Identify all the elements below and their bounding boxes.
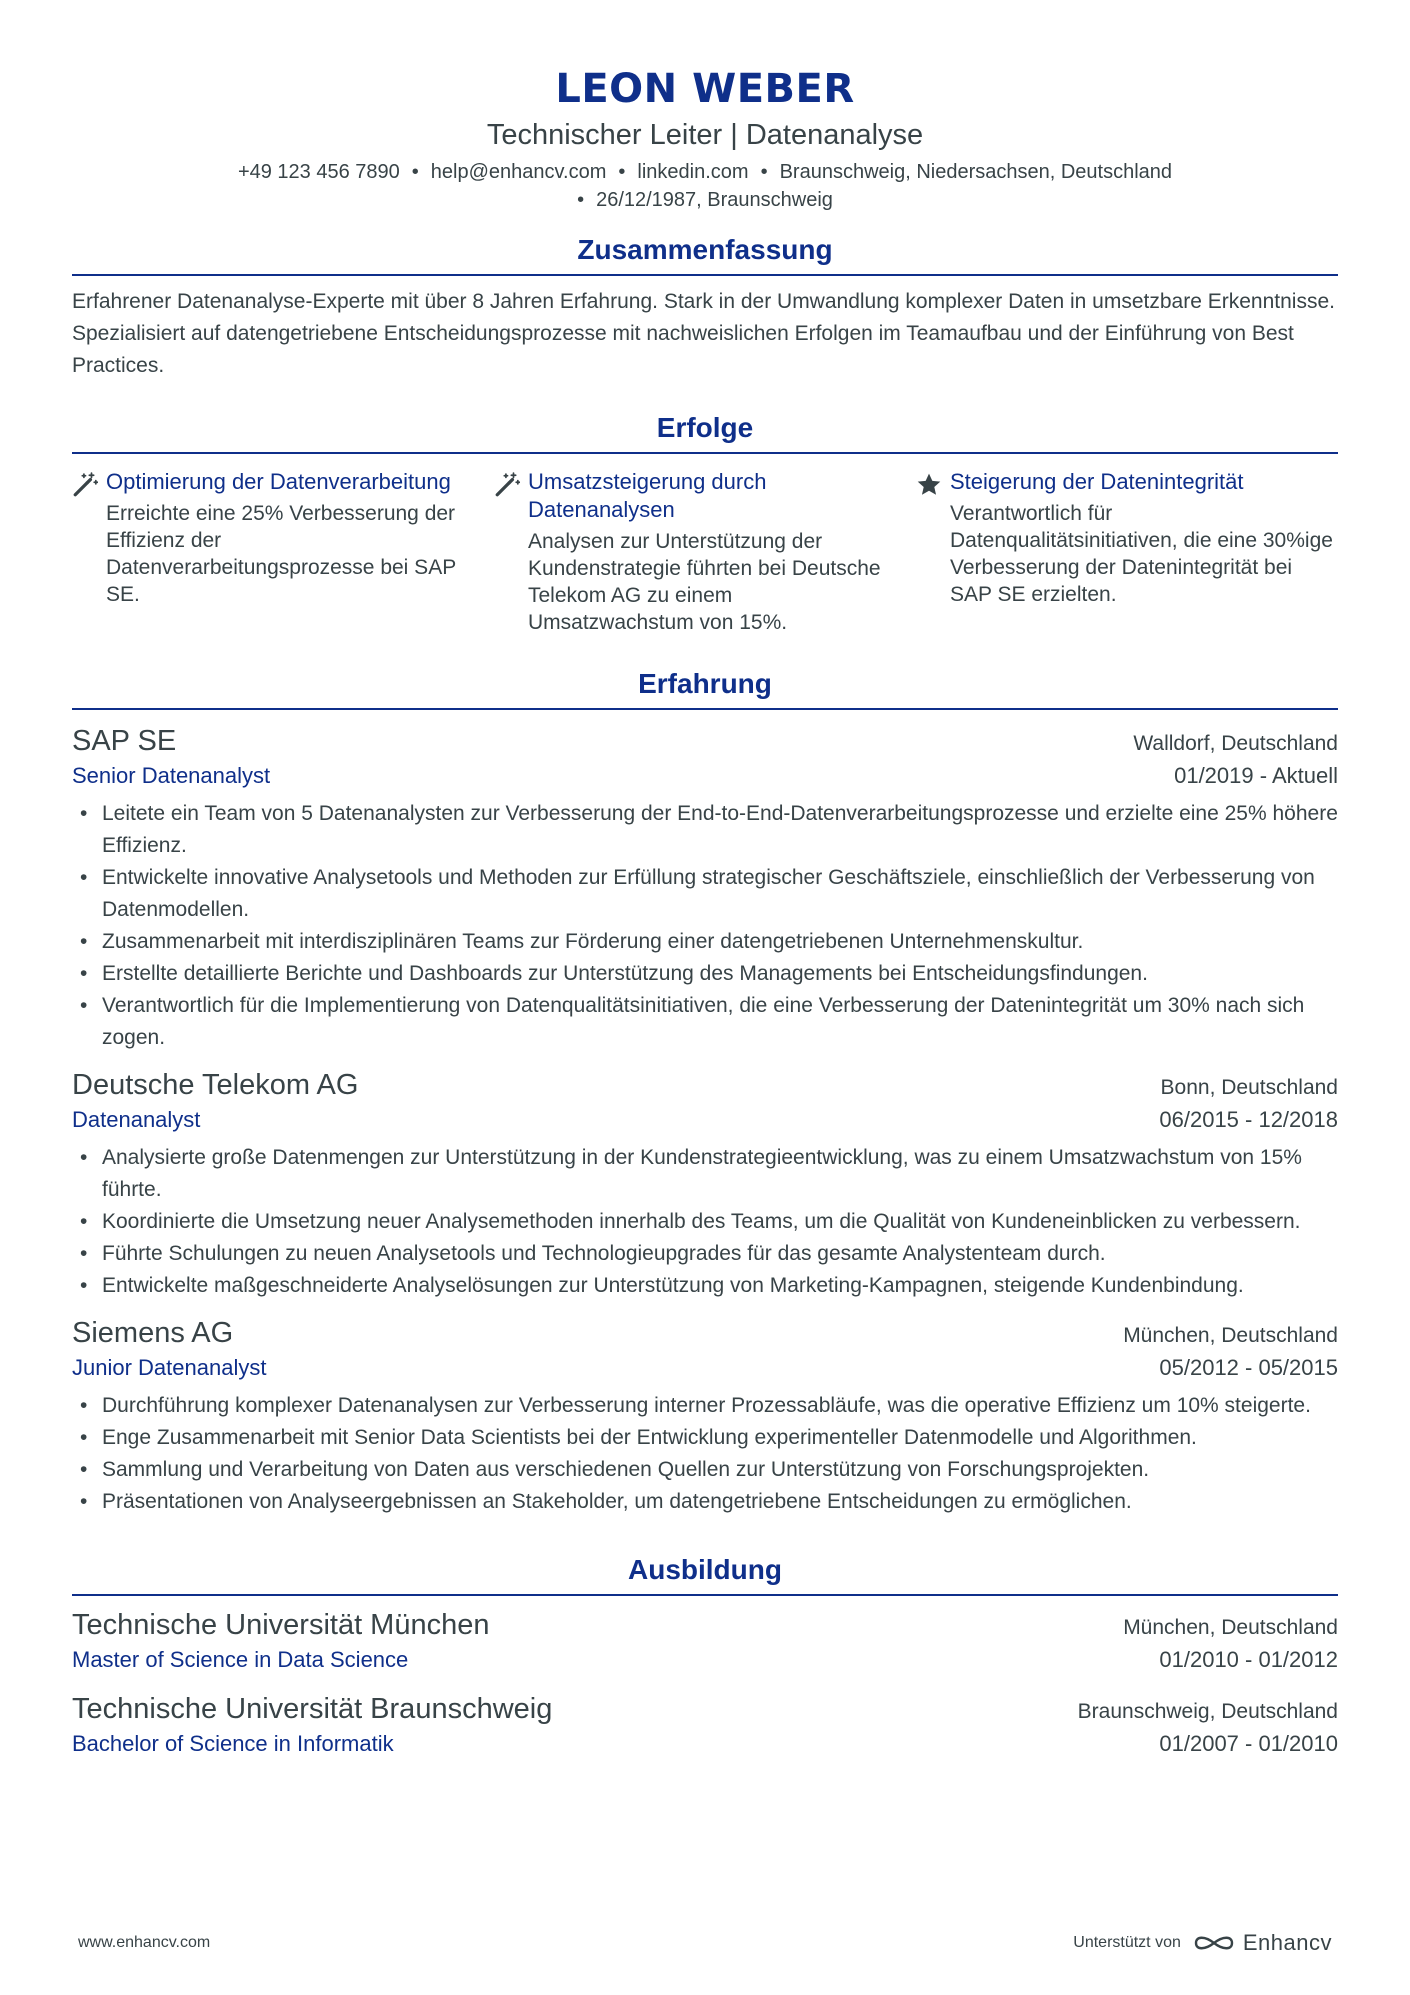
company-name: SAP SE <box>72 725 177 757</box>
job-entry <box>72 722 1338 1054</box>
job-role: Senior Datenanalyst <box>72 763 271 788</box>
summary-section <box>72 232 1338 382</box>
email-link[interactable]: help@enhancv.com <box>430 161 607 183</box>
achievements-title: Erfolge <box>72 410 1338 454</box>
job-entry <box>72 1066 1338 1302</box>
education-entry <box>72 1606 1338 1676</box>
contact-line <box>72 158 1338 186</box>
bullet-separator: • <box>618 161 626 183</box>
job-role: Junior Datenanalyst <box>72 1355 267 1380</box>
job-dates: 05/2012 - 05/2015 <box>1159 1355 1338 1380</box>
infinity-logo-icon <box>1191 1930 1237 1956</box>
star-icon <box>916 468 950 636</box>
resume-header <box>72 0 1338 214</box>
experience-section <box>72 666 1338 1518</box>
linkedin-link[interactable]: linkedin.com <box>637 161 749 183</box>
job-bullets <box>72 1142 1338 1302</box>
job-bullet: • Verantwortlich für die Implementierung von Datenqualitätsinitiativen, die eine Verbesserung der Datenintegrität um 30% nach sich zogen. <box>72 990 1338 1054</box>
education-section <box>72 1552 1338 1760</box>
job-bullet: • Koordinierte die Umsetzung neuer Analysemethoden innerhalb des Teams, um die Qualität von Kundeneinblicken zu verbessern. <box>72 1206 1338 1238</box>
achievement-desc: Analysen zur Unterstützung der Kundenstrategie führten bei Deutsche Telekom AG zu einem Umsatzwachstum von 15%. <box>528 530 881 634</box>
school-location: Braunschweig, Deutschland <box>1077 1700 1338 1723</box>
job-bullet: • Entwickelte innovative Analysetools und Methoden zur Erfüllung strategischer Geschäftsziele, einschließlich der Verbesserung von Datenmodellen. <box>72 862 1338 926</box>
achievement-item <box>72 468 494 636</box>
achievements-grid <box>72 468 1338 636</box>
magic-wand-icon <box>494 468 528 636</box>
degree: Master of Science in Data Science <box>72 1647 409 1672</box>
education-title: Ausbildung <box>72 1552 1338 1596</box>
job-entry <box>72 1314 1338 1518</box>
job-bullet: • Führte Schulungen zu neuen Analysetools und Technologieupgrades für das gesamte Analystenteam durch. <box>72 1238 1338 1270</box>
job-bullet: • Erstellte detaillierte Berichte und Dashboards zur Unterstützung des Managements bei Entscheidungsfindungen. <box>72 958 1338 990</box>
job-role: Datenanalyst <box>72 1107 201 1132</box>
job-bullet: • Analysierte große Datenmengen zur Unterstützung in der Kundenstrategieentwicklung, was zu einem Umsatzwachstum von 15% führte. <box>72 1142 1338 1206</box>
education-dates: 01/2010 - 01/2012 <box>1159 1647 1338 1672</box>
job-bullet: • Präsentationen von Analyseergebnissen an Stakeholder, um datengetriebene Entscheidungen zu ermöglichen. <box>72 1486 1338 1518</box>
achievement-title: Steigerung der Datenintegrität <box>950 469 1244 494</box>
summary-text: Erfahrener Datenanalyse-Experte mit über 8 Jahren Erfahrung. Stark in der Umwandlung komplexer Daten in umsetzbare Erkenntnisse. Spezialisiert auf datengetriebene Entscheidungsprozesse mit nachweislichen Erfolgen im Teamaufbau und der Einführung von Best Practices. <box>72 290 1335 377</box>
job-dates: 06/2015 - 12/2018 <box>1159 1107 1338 1132</box>
job-location: Bonn, Deutschland <box>1160 1076 1338 1099</box>
degree: Bachelor of Science in Informatik <box>72 1731 394 1756</box>
job-bullet: • Zusammenarbeit mit interdisziplinären Teams zur Förderung einer datengetriebenen Unternehmenskultur. <box>72 926 1338 958</box>
achievement-title: Umsatzsteigerung durch Datenanalysen <box>528 469 767 522</box>
summary-title: Zusammenfassung <box>72 232 1338 276</box>
school-location: München, Deutschland <box>1123 1616 1338 1639</box>
job-location: München, Deutschland <box>1123 1324 1338 1347</box>
job-bullet: • Entwickelte maßgeschneiderte Analyselösungen zur Unterstützung von Marketing-Kampagnen, steigende Kundenbindung. <box>72 1270 1338 1302</box>
enhancv-logo[interactable] <box>1191 1930 1332 1956</box>
job-location: Walldorf, Deutschland <box>1133 732 1338 755</box>
website-link[interactable]: www.enhancv.com <box>78 1934 211 1951</box>
birth-info: 26/12/1987, Braunschweig <box>596 189 833 211</box>
job-bullet: • Enge Zusammenarbeit mit Senior Data Scientists bei der Entwicklung experimenteller Datenmodelle und Algorithmen. <box>72 1422 1338 1454</box>
job-bullets <box>72 798 1338 1054</box>
job-bullets <box>72 1390 1338 1518</box>
page-footer <box>78 1930 1332 1956</box>
candidate-name: LEON WEBER <box>555 66 855 112</box>
achievement-desc: Verantwortlich für Datenqualitätsinitiativen, die eine 30%ige Verbesserung der Datenintegrität bei SAP SE erzielten. <box>950 502 1333 606</box>
bullet-separator: • <box>577 189 585 211</box>
education-entry <box>72 1690 1338 1760</box>
bullet-separator: • <box>760 161 768 183</box>
address: Braunschweig, Niedersachsen, Deutschland <box>779 161 1173 183</box>
powered-by <box>1073 1930 1332 1956</box>
brand-name: Enhancv <box>1242 1930 1332 1955</box>
education-dates: 01/2007 - 01/2010 <box>1159 1731 1338 1756</box>
phone: +49 123 456 7890 <box>237 161 400 183</box>
job-bullet: • Durchführung komplexer Datenanalysen zur Verbesserung interner Prozessabläufe, was die operative Effizienz um 10% steigerte. <box>72 1390 1338 1422</box>
achievements-section <box>72 410 1338 636</box>
job-dates: 01/2019 - Aktuell <box>1174 763 1338 788</box>
job-bullet: • Sammlung und Verarbeitung von Daten aus verschiedenen Quellen zur Unterstützung von Forschungsprojekten. <box>72 1454 1338 1486</box>
achievement-item <box>494 468 916 636</box>
candidate-headline: Technischer Leiter | Datenanalyse <box>486 119 924 151</box>
job-bullet: • Leitete ein Team von 5 Datenanalysten zur Verbesserung der End-to-End-Datenverarbeitungsprozesse und erzielte eine 25% höhere Effizienz. <box>72 798 1338 862</box>
achievement-desc: Erreichte eine 25% Verbesserung der Effizienz der Datenverarbeitungsprozesse bei SAP SE. <box>106 502 456 606</box>
experience-title: Erfahrung <box>72 666 1338 710</box>
school-name: Technische Universität Braunschweig <box>72 1693 553 1725</box>
company-name: Siemens AG <box>72 1317 234 1349</box>
powered-by-label: Unterstützt von <box>1073 1934 1181 1951</box>
company-name: Deutsche Telekom AG <box>72 1069 359 1101</box>
bullet-separator: • <box>411 161 419 183</box>
contact-line-2 <box>72 186 1338 214</box>
magic-wand-icon <box>72 468 106 636</box>
achievement-title: Optimierung der Datenverarbeitung <box>106 469 451 494</box>
school-name: Technische Universität München <box>72 1609 490 1641</box>
achievement-item <box>916 468 1338 636</box>
